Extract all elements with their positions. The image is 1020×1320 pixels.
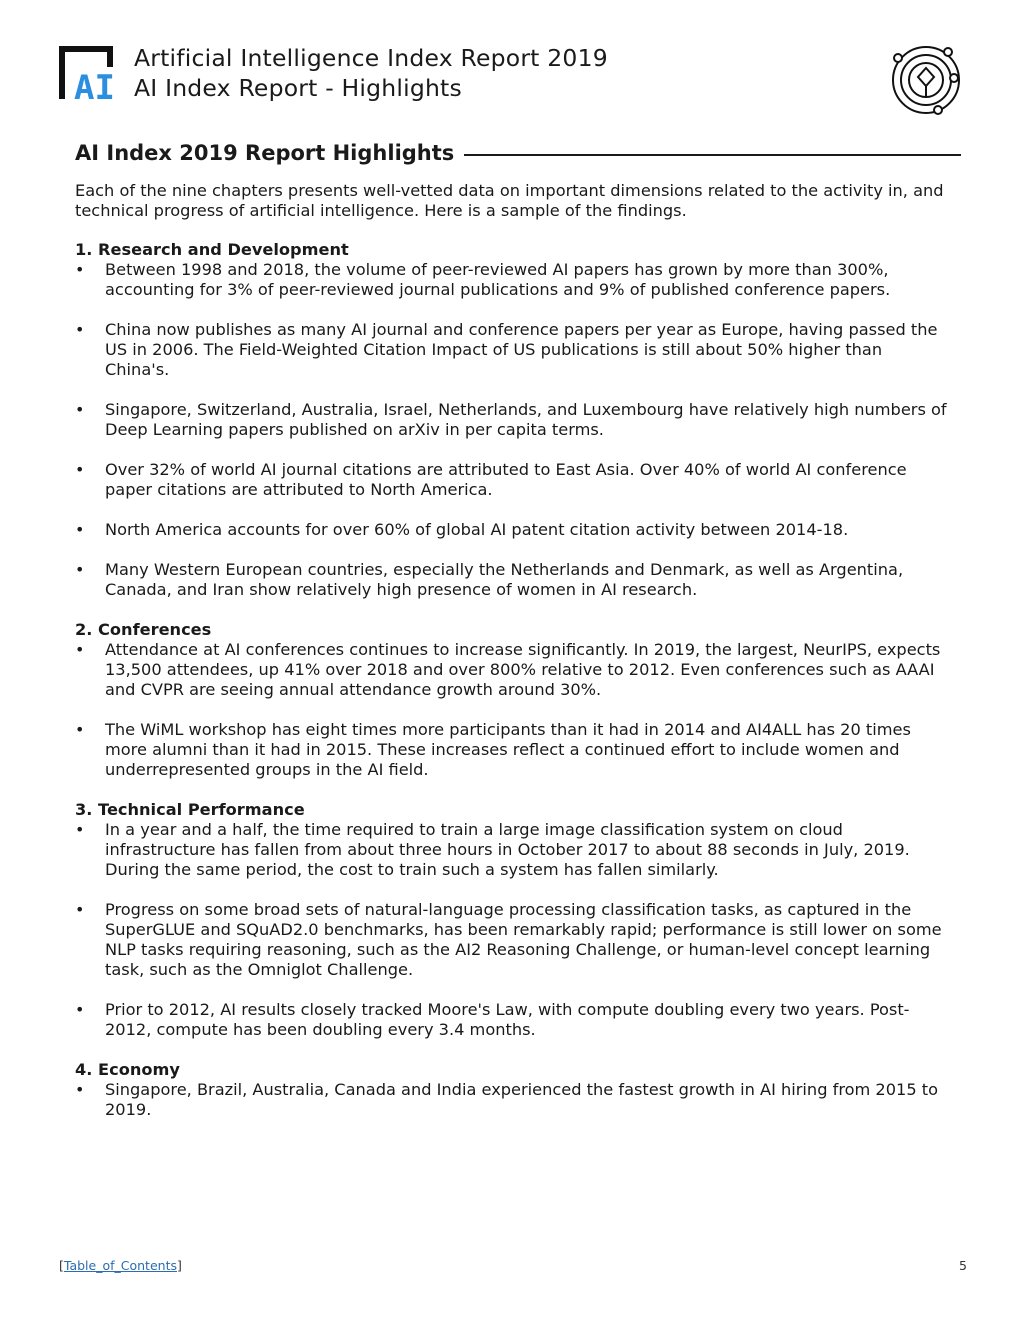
section-heading xyxy=(75,141,961,165)
chapter-title: 2. Conferences xyxy=(75,620,212,639)
list-item: • North America accounts for over 60% of global AI patent citation activity between 2014-18. xyxy=(75,520,947,540)
bullet-list xyxy=(75,640,947,780)
list-item: • Between 1998 and 2018, the volume of peer-reviewed AI papers has grown by more than 300%, accounting for 3% of peer-reviewed journal publications and 9% of published conference papers. xyxy=(75,260,947,300)
chapter-economy xyxy=(75,1060,947,1120)
bullet-list xyxy=(75,820,947,1040)
list-item: • Over 32% of world AI journal citations are attributed to East Asia. Over 40% of world AI conference paper citations are attributed to North America. xyxy=(75,460,947,500)
list-item: • Many Western European countries, especially the Netherlands and Denmark, as well as Argentina, Canada, and Iran show relatively high presence of women in AI research. xyxy=(75,560,947,600)
ai-index-logo xyxy=(58,45,122,103)
highlights-content xyxy=(75,181,947,1140)
orbit-emblem-icon xyxy=(888,44,964,116)
list-item: • Singapore, Switzerland, Australia, Israel, Netherlands, and Luxembourg have relatively high numbers of Deep Learning papers published on arXiv in per capita terms. xyxy=(75,400,947,440)
list-item: • Prior to 2012, AI results closely tracked Moore's Law, with compute doubling every two years. Post-2012, compute has been doubling every 3.4 months. xyxy=(75,1000,947,1040)
heading-rule xyxy=(464,154,961,156)
intro-paragraph: Each of the nine chapters presents well-vetted data on important dimensions related to the activity in, and technical progress of artificial intelligence. Here is a sample of the findings. xyxy=(75,181,944,220)
chapter-technical-performance xyxy=(75,800,947,1040)
chapter-research xyxy=(75,240,947,600)
section-title: AI Index 2019 Report Highlights xyxy=(75,141,455,165)
bullet-list xyxy=(75,1080,947,1120)
page-number: 5 xyxy=(959,1258,967,1273)
list-item: • Attendance at AI conferences continues to increase significantly. In 2019, the largest, NeurIPS, expects 13,500 attendees, up 41% over 2018 and over 800% relative to 2012. Even conferences such as AAAI and CVPR are seeing annual attendance growth around 30%. xyxy=(75,640,947,700)
chapter-conferences xyxy=(75,620,947,780)
bullet-list xyxy=(75,260,947,600)
list-item: • China now publishes as many AI journal and conference papers per year as Europe, having passed the US in 2006. The Field-Weighted Citation Impact of US publications is still about 50% higher than China's. xyxy=(75,320,947,380)
list-item: • In a year and a half, the time required to train a large image classification system on cloud infrastructure has fallen from about three hours in October 2017 to about 88 seconds in July, 2019. During the same period, the cost to train such a system has fallen similarly. xyxy=(75,820,947,880)
list-item: • The WiML workshop has eight times more participants than it had in 2014 and AI4ALL has 20 times more alumni than it had in 2015. These increases reflect a continued effort to include women and underrepresented groups in the AI field. xyxy=(75,720,947,780)
footer-toc: [Table_of_Contents] xyxy=(59,1258,182,1273)
chapter-title: 4. Economy xyxy=(75,1060,180,1079)
list-item: • Singapore, Brazil, Australia, Canada and India experienced the fastest growth in AI hiring from 2015 to 2019. xyxy=(75,1080,947,1120)
list-item: • Progress on some broad sets of natural-language processing classification tasks, as captured in the SuperGLUE and SQuAD2.0 benchmarks, has been remarkably rapid; performance is still lower on some NLP tasks requiring reasoning, such as the AI2 Reasoning Challenge, or human-level concept learning task, such as the Omniglot Challenge. xyxy=(75,900,947,980)
logo-text: AI xyxy=(74,68,115,103)
chapter-title: 1. Research and Development xyxy=(75,240,349,259)
chapter-title: 3. Technical Performance xyxy=(75,800,305,819)
table-of-contents-link[interactable]: Table_of_Contents xyxy=(63,1258,177,1273)
report-title: Artificial Intelligence Index Report 2019 xyxy=(134,44,608,72)
report-subtitle: AI Index Report - Highlights xyxy=(134,74,462,102)
header-title xyxy=(134,43,608,103)
